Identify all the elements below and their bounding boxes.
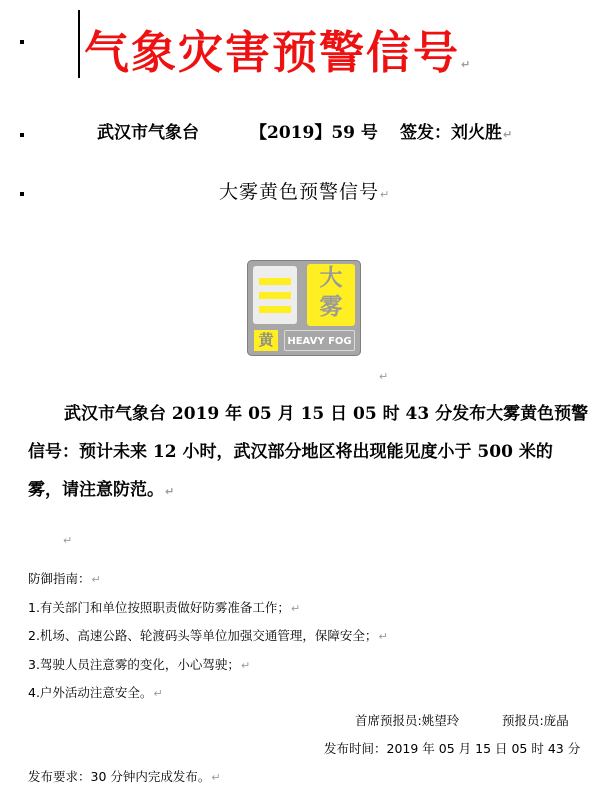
sign-level-label: 黄 [254, 330, 278, 351]
guide-heading: 防御指南：↵ [28, 571, 101, 586]
agency-name: 武汉市气象台 [97, 123, 199, 143]
document-title: 气象灾害预警信号↵ [84, 26, 473, 79]
guide-item: 4.户外活动注意安全。↵ [28, 685, 163, 700]
sign-big-label: 大 雾 [307, 264, 355, 326]
bullet [20, 133, 24, 137]
release-time: 发布时间：2019 年 05 月 15 日 05 时 43 分 [324, 741, 581, 756]
heavy-fog-yellow-warning-icon [247, 260, 361, 356]
fog-lines-icon [253, 266, 297, 324]
body-line-3: 雾，请注意防范。↵ [28, 480, 175, 500]
body-paragraph [28, 395, 588, 511]
guide-item: 2.机场、高速公路、轮渡码头等单位加强交通管理，保障安全；↵ [28, 628, 388, 643]
document-number: 【2019】59 号 [250, 123, 378, 143]
bullet [20, 192, 24, 196]
body-line-1: 武汉市气象台 2019 年 05 月 15 日 05 时 43 分发布大雾黄色预警 [64, 404, 589, 424]
bullet [20, 40, 24, 44]
paragraph-mark: ↵ [503, 128, 513, 141]
signer: 签发：刘火胜↵ [400, 123, 513, 143]
sign-english-label: HEAVY FOG [284, 330, 355, 351]
forecaster: 预报员:庞晶 [502, 713, 569, 728]
signal-title: 大雾黄色预警信号↵ [219, 181, 391, 203]
paragraph-mark: ↵ [380, 188, 391, 201]
guide-item: 1.有关部门和单位按照职责做好防雾准备工作；↵ [28, 600, 301, 615]
title-rule [78, 10, 80, 78]
paragraph-mark: ↵ [63, 534, 73, 547]
guide-item: 3.驾驶人员注意雾的变化，小心驾驶；↵ [28, 657, 251, 672]
body-line-2: 信号：预计未来 12 小时，武汉部分地区将出现能见度小于 500 米的 [28, 442, 553, 462]
release-requirement: 发布要求：30 分钟内完成发布。↵ [28, 769, 221, 784]
paragraph-mark: ↵ [461, 58, 473, 71]
paragraph-mark: ↵ [379, 370, 389, 383]
chief-forecaster: 首席预报员:姚望玲 [355, 713, 460, 728]
